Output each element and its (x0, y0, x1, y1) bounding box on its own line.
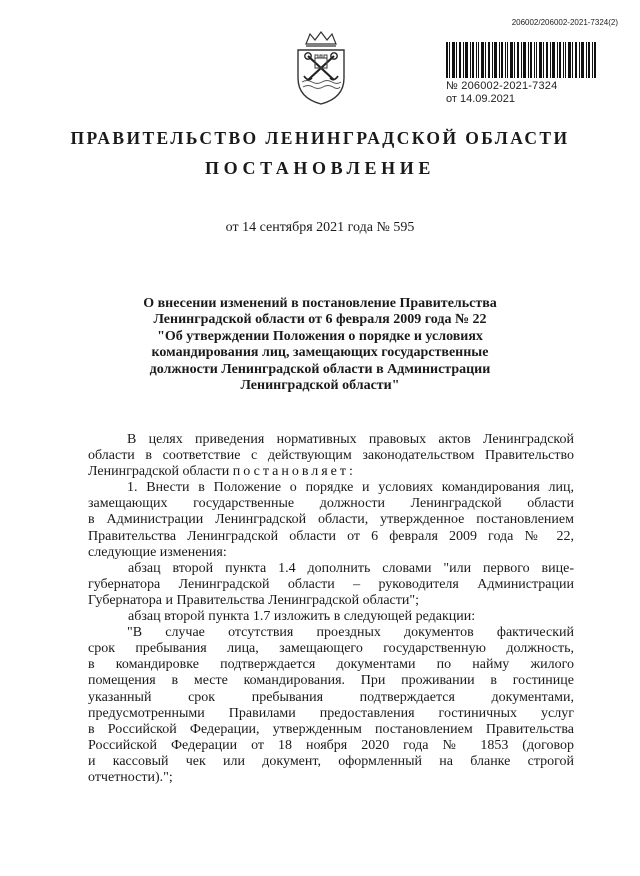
body-line: следующие изменения: (88, 544, 227, 560)
document-date-number: от 14 сентября 2021 года № 595 (225, 220, 415, 235)
body-line: отчетности)."; (88, 769, 173, 785)
body-line: срок пребывания лица, замещающего государственную должность, (88, 641, 574, 657)
body-line: "В случае отсутствия проездных документов фактический (127, 625, 574, 641)
organization-title: ПРАВИТЕЛЬСТВО ЛЕНИНГРАДСКОЙ ОБЛАСТИ (70, 128, 570, 148)
subject-line: О внесении изменений в постановление Правительства (143, 296, 497, 311)
body-line: области в соответствие с действующим законодательством Правительство (88, 448, 574, 464)
registration-block (446, 42, 596, 106)
body-line: предусмотренными Правилами предоставления гостиничных услуг (88, 705, 574, 721)
subject-line: Ленинградской области от 6 февраля 2009 года № 22 (153, 312, 487, 328)
body-line: Российской Федерации от 18 ноября 2020 года № 1853 (договор (88, 737, 574, 753)
registration-number: № 206002-2021-7324 (446, 80, 558, 92)
barcode-icon (446, 42, 596, 78)
body-line: и кассовый чек или документ, оформленный на бланке строгой (88, 753, 574, 769)
body-line: в Российской Федерации, утвержденным постановлением Правительства (88, 721, 574, 737)
document-body (88, 432, 574, 786)
body-line: замещающих государственные должности Ленинградской области (88, 496, 574, 512)
body-line: Губернатора и Правительства Ленинградской области"; (88, 592, 419, 608)
body-line: в командировке подтверждается документами по найму жилого (88, 657, 574, 673)
subject-line: Ленинградской области" (240, 378, 400, 394)
subject-line: должности Ленинградской области в Администрации (149, 361, 491, 377)
document-subject (110, 296, 530, 394)
document-code: 206002/206002-2021-7324(2) (511, 18, 618, 27)
subject-line: "Об утверждении Положения о порядке и условиях (157, 328, 483, 344)
registration-date: от 14.09.2021 (446, 93, 516, 105)
body-text: Ленинградской области (88, 464, 233, 480)
subject-line: командирования лиц, замещающих государственные (151, 345, 489, 361)
body-line: абзац второй пункта 1.7 изложить в следующей редакции: (128, 609, 476, 625)
body-line: В целях приведения нормативных правовых актов Ленинградской (127, 432, 574, 447)
body-line: указанный срок пребывания подтверждается документами, (88, 689, 574, 705)
body-line: 1. Внести в Положение о порядке и условиях командирования лиц, (127, 480, 574, 496)
document-type-heading: ПОСТАНОВЛЕНИЕ (205, 158, 435, 178)
body-line: губернатора Ленинградской области – руководителя Администрации (88, 576, 574, 592)
body-line: абзац второй пункта 1.4 дополнить словами "или первого вице- (128, 560, 574, 576)
body-line: помещения в месте командирования. При проживании в гостинице (88, 673, 574, 689)
body-line (88, 464, 574, 480)
body-line: Правительства Ленинградской области от 6 февраля 2009 года № 22, (88, 528, 574, 544)
coat-of-arms-icon (290, 30, 352, 106)
resolves-word: постановляет: (232, 464, 356, 480)
body-line: в Администрации Ленинградской области, утвержденное постановлением (88, 512, 574, 528)
